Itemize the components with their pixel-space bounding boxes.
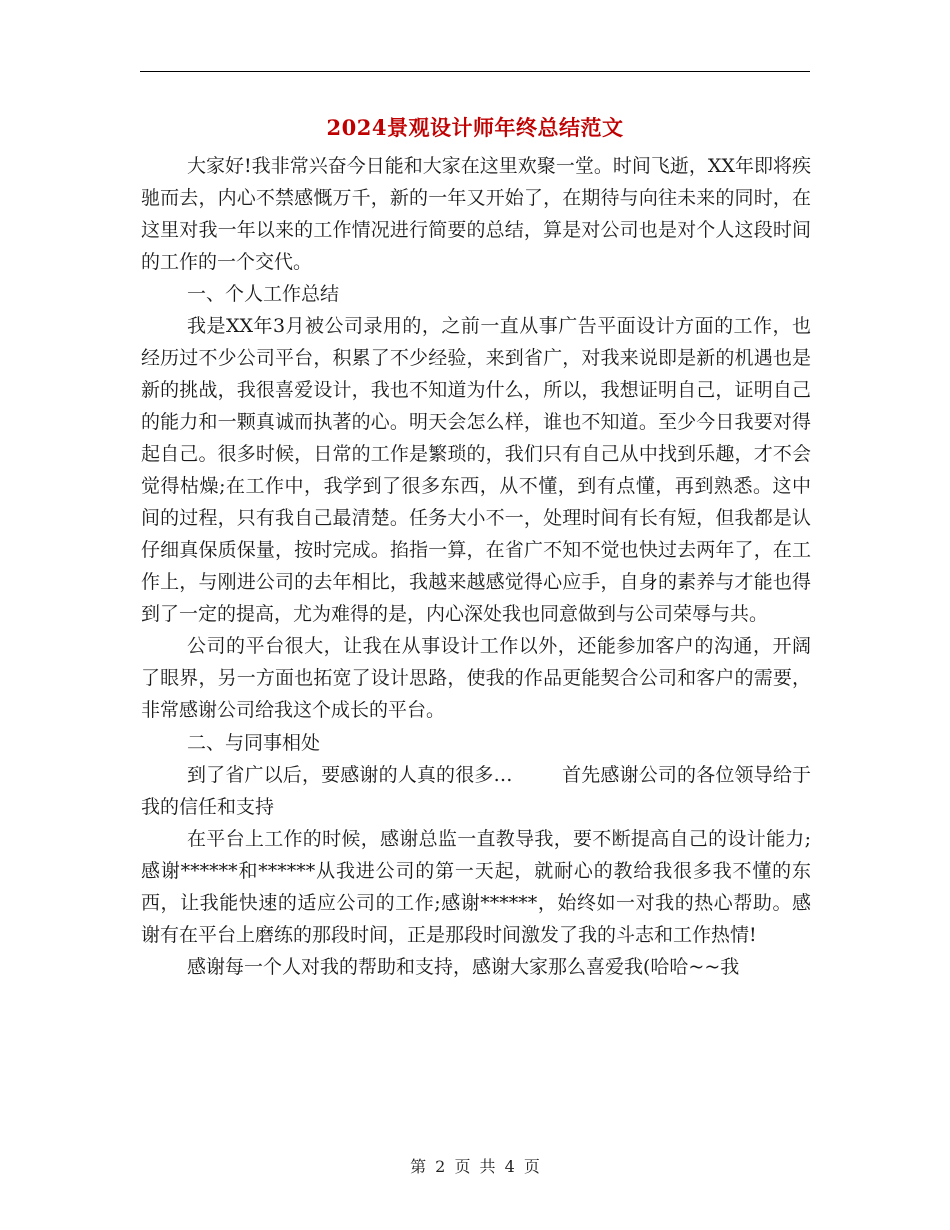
paragraph-thanks-leaders: 到了省广以后，要感谢的人真的很多… 首先感谢公司的各位领导给于我的信任和支持 [141,764,811,818]
page-footer: 第 2 页 共 4 页 [410,1157,540,1176]
paragraph-thanks-colleagues: 在平台上工作的时候，感谢总监一直教导我，要不断提高自己的设计能力;感谢******和******从我进公司的第一天起，就耐心的教给我很多我不懂的东西，让我能快速的适应公司的工作;感谢******，始终如一对我的热心帮助。感谢有在平台上磨练的那段时间，正是那段时间激发了我的斗志和工作热情! [141,828,811,946]
header-rule [140,71,810,72]
section-heading-personal-summary: 一、个人工作总结 [187,283,340,305]
paragraph-intro: 大家好!我非常兴奋今日能和大家在这里欢聚一堂。时间飞逝，XX年即将疾驰而去，内心不禁感慨万千，新的一年又开始了，在期待与向往未来的同时，在这里对我一年以来的工作情况进行简要的总结，算是对公司也是对个人这段时间的工作的一个交代。 [141,155,811,273]
section-heading-colleagues: 二、与同事相处 [187,732,321,754]
paragraph-thanks-everyone: 感谢每一个人对我的帮助和支持，感谢大家那么喜爱我(哈哈~~我 [187,956,740,978]
paragraph-platform: 公司的平台很大，让我在从事设计工作以外，还能参加客户的沟通，开阔了眼界，另一方面也拓宽了设计思路，使我的作品更能契合公司和客户的需要，非常感谢公司给我这个成长的平台。 [141,635,811,721]
document-title: 2024景观设计师年终总结范文 [326,115,624,140]
paragraph-personal-work: 我是XX年3月被公司录用的，之前一直从事广告平面设计方面的工作，也经历过不少公司平台，积累了不少经验，来到省广，对我来说即是新的机遇也是新的挑战，我很喜爱设计，我也不知道为什么，所以，我想证明自己，证明自己的能力和一颗真诚而执著的心。明天会怎么样，谁也不知道。至少今日我要对得起自己。很多时候，日常的工作是繁琐的，我们只有自己从中找到乐趣，才不会觉得枯燥;在工作中，我学到了很多东西，从不懂，到有点懂，再到熟悉。这中间的过程，只有我自己最清楚。任务大小不一，处理时间有长有短，但我都是认仔细真保质保量，按时完成。掐指一算，在省广不知不觉也快过去两年了，在工作上，与刚进公司的去年相比，我越来越感觉得心应手，自身的素养与才能也得到了一定的提高，尤为难得的是，内心深处我也同意做到与公司荣辱与共。 [141,315,811,625]
document-body [141,150,811,983]
